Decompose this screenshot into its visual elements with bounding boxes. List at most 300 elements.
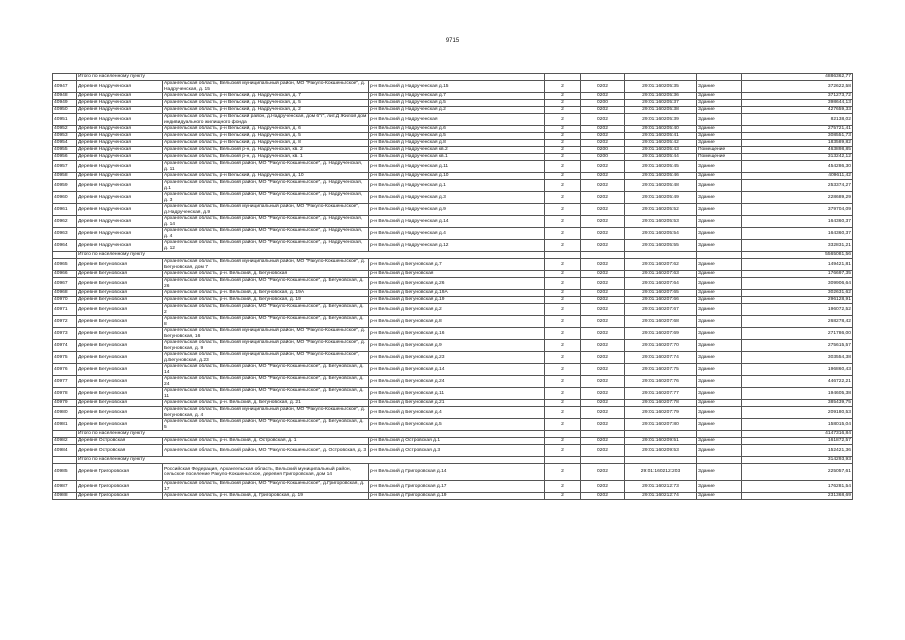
cadastral-number: 29:01:160205:44 bbox=[625, 154, 697, 161]
code-cell: 2 bbox=[545, 388, 581, 400]
cadastral-value: 275615,57 bbox=[742, 340, 853, 352]
cadastral-value: 454286,30 bbox=[742, 161, 853, 173]
category-code-cell: 0202 bbox=[581, 228, 625, 240]
category-code-cell: 0202 bbox=[581, 400, 625, 407]
code-cell: 2 bbox=[545, 216, 581, 228]
cadastral-value: 196072,52 bbox=[742, 304, 853, 316]
code-cell: 2 bbox=[545, 297, 581, 304]
table-row bbox=[53, 493, 853, 500]
cadastral-value: 303554,38 bbox=[742, 352, 853, 364]
settlement-name: Деревня Бегуновская bbox=[77, 271, 163, 278]
location-cell: р-н Вельский д Островская д.3 bbox=[369, 445, 545, 457]
location-cell: р-н Вельский д Надрученская д.10 bbox=[369, 173, 545, 180]
cadastral-value: 296128,91 bbox=[742, 297, 853, 304]
cadastral-number: 29:01:160205:39 bbox=[625, 114, 697, 126]
object-type: Здание bbox=[697, 316, 742, 328]
code-cell: 2 bbox=[545, 493, 581, 500]
subtotal-row bbox=[53, 457, 853, 464]
cadastral-value: 427659,33 bbox=[742, 107, 853, 114]
table-row bbox=[53, 93, 853, 100]
table-row bbox=[53, 352, 853, 364]
subtotal-label: Итого по населенному пункту bbox=[77, 431, 545, 438]
object-type: Здание bbox=[697, 161, 742, 173]
category-code-cell: 0202 bbox=[581, 140, 625, 147]
code-cell: 2 bbox=[545, 81, 581, 93]
subtotal-row bbox=[53, 74, 853, 81]
cadastral-value: 309906,64 bbox=[742, 278, 853, 290]
row-number: 40984 bbox=[53, 445, 77, 457]
category-code-cell: 0202 bbox=[581, 445, 625, 457]
row-blank-cell bbox=[545, 74, 581, 81]
cadastral-number: 29:01:160205:36 bbox=[625, 93, 697, 100]
settlement-name: Деревня Григоровская bbox=[77, 493, 163, 500]
code-cell: 2 bbox=[545, 445, 581, 457]
category-code-cell: 0202 bbox=[581, 278, 625, 290]
category-code-cell: 0202 bbox=[581, 93, 625, 100]
location-cell: р-н Вельский д Бегуновская д.8 bbox=[369, 316, 545, 328]
settlement-name: Деревня Бегуновская bbox=[77, 328, 163, 340]
code-cell: 2 bbox=[545, 100, 581, 107]
settlement-name: Деревня Надрученская bbox=[77, 216, 163, 228]
settlement-name: Деревня Островская bbox=[77, 438, 163, 445]
row-number: 40982 bbox=[53, 438, 77, 445]
settlement-name: Деревня Надрученская bbox=[77, 147, 163, 154]
row-number: 40964 bbox=[53, 240, 77, 252]
table-row bbox=[53, 140, 853, 147]
settlement-name: Деревня Надрученская bbox=[77, 81, 163, 93]
table-row bbox=[53, 464, 853, 481]
address-cell: Российская Федерация, Архангельская область, Вельский муниципальный район, сельское поселение Ракуло-Кокшеньгское, деревня Григоровская, дом 14 bbox=[163, 464, 369, 481]
category-code-cell: 0202 bbox=[581, 240, 625, 252]
row-number: 40957 bbox=[53, 161, 77, 173]
code-cell: 2 bbox=[545, 407, 581, 419]
cadastral-number: 29:01:160207:76 bbox=[625, 376, 697, 388]
subtotal-value: 4886362,77 bbox=[742, 74, 853, 81]
code-cell: 2 bbox=[545, 290, 581, 297]
row-number: 40950 bbox=[53, 107, 77, 114]
code-cell: 2 bbox=[545, 278, 581, 290]
cadastral-number: 29:01:160205:35 bbox=[625, 81, 697, 93]
object-type: Здание bbox=[697, 464, 742, 481]
subtotal-value: 4147316,84 bbox=[742, 431, 853, 438]
row-number: 40977 bbox=[53, 376, 77, 388]
location-cell: р-н Вельский д Бегуновская д.19А bbox=[369, 290, 545, 297]
category-code-cell: 0202 bbox=[581, 340, 625, 352]
row-number: 40961 bbox=[53, 204, 77, 216]
location-cell: р-н Вельский д Надрученская д.5 bbox=[369, 100, 545, 107]
row-blank-cell bbox=[545, 457, 581, 464]
address-cell: Архангельская область, Вельский р-н, д. Надрученская, кв. 1 bbox=[163, 154, 369, 161]
category-code-cell: 0202 bbox=[581, 216, 625, 228]
row-number: 40981 bbox=[53, 419, 77, 431]
table-row bbox=[53, 445, 853, 457]
subtotal-label: Итого по населенному пункту bbox=[77, 457, 545, 464]
object-type: Здание bbox=[697, 126, 742, 133]
address-cell: Архангельская область, Вельский район, МО "Ракуло-Кокшеньгское", д. Бегуновская, д. 26 bbox=[163, 278, 369, 290]
cadastral-number: 29:01:160207:77 bbox=[625, 388, 697, 400]
address-cell: Архангельская область, Вельский муниципальный район, МО "Ракуло-Кокшеньгское", д. Бегуновская, д. 4 bbox=[163, 407, 369, 419]
address-cell: Архангельская область, р-н Вельский, д. Надрученская, д. 7 bbox=[163, 93, 369, 100]
table-row bbox=[53, 228, 853, 240]
cadastral-number: 29:01:160207:68 bbox=[625, 316, 697, 328]
table-row bbox=[53, 240, 853, 252]
category-code-cell: 0200 bbox=[581, 147, 625, 154]
row-number: 40954 bbox=[53, 140, 77, 147]
location-cell: р-н Вельский д Бегуновская bbox=[369, 271, 545, 278]
row-number: 40987 bbox=[53, 481, 77, 493]
category-code-cell: 0202 bbox=[581, 304, 625, 316]
location-cell: р-н Вельский д Бегуновская д.2 bbox=[369, 304, 545, 316]
address-cell: Архангельская область, Вельский район, МО "Ракуло-Кокшеньгское", д. Бегуновская, д. 5 bbox=[163, 419, 369, 431]
row-number: 40949 bbox=[53, 100, 77, 107]
settlement-name: Деревня Надрученская bbox=[77, 192, 163, 204]
location-cell: р-н Вельский д Надрученская д.5 bbox=[369, 133, 545, 140]
row-blank-cell bbox=[581, 457, 625, 464]
settlement-name: Деревня Бегуновская bbox=[77, 297, 163, 304]
row-number: 40958 bbox=[53, 173, 77, 180]
address-cell: Архангельская область, Вельский район, МО "Ракуло-Кокшеньгское", д. Бегуновская, д. 24 bbox=[163, 376, 369, 388]
location-cell: р-н Вельский д Бегуновская д.26 bbox=[369, 278, 545, 290]
cadastral-number: 29:01:160207:78 bbox=[625, 400, 697, 407]
cadastral-number: 29:01:160207:63 bbox=[625, 271, 697, 278]
table-row bbox=[53, 180, 853, 192]
object-type: Здание bbox=[697, 438, 742, 445]
location-cell: р-н Вельский д Бегуновская д.19 bbox=[369, 297, 545, 304]
cadastral-number: 29:01:160205:45 bbox=[625, 161, 697, 173]
location-cell: р-н Вельский д Бегуновская д.14 bbox=[369, 364, 545, 376]
cadastral-value: 385439,75 bbox=[742, 400, 853, 407]
row-number: 40959 bbox=[53, 180, 77, 192]
table-row bbox=[53, 147, 853, 154]
cadastral-number: 29:01:160205:49 bbox=[625, 192, 697, 204]
location-cell: р-н Вельский д Бегуновская д.23 bbox=[369, 352, 545, 364]
cadastral-number: 29:01:160207:74 bbox=[625, 352, 697, 364]
cadastral-number: 29:01:160212:203 bbox=[625, 464, 697, 481]
row-blank-cell bbox=[545, 431, 581, 438]
code-cell: 2 bbox=[545, 464, 581, 481]
cadastral-value: 308551,73 bbox=[742, 133, 853, 140]
category-code-cell: 0202 bbox=[581, 192, 625, 204]
cadastral-value: 176281,54 bbox=[742, 481, 853, 493]
row-blank-cell bbox=[53, 252, 77, 259]
row-number: 40955 bbox=[53, 147, 77, 154]
row-number: 40947 bbox=[53, 81, 77, 93]
object-type: Здание bbox=[697, 445, 742, 457]
code-cell: 2 bbox=[545, 376, 581, 388]
address-cell: Архангельская область, Вельский район, МО "Ракуло-Кокшеньгское", д. Бегуновская, д. 14 bbox=[163, 364, 369, 376]
object-type: Здание bbox=[697, 107, 742, 114]
cadastral-value: 271786,00 bbox=[742, 328, 853, 340]
location-cell: р-н Вельский д Надрученская д.11 bbox=[369, 161, 545, 173]
location-cell: р-н Вельский д Надрученская д.15 bbox=[369, 81, 545, 93]
settlement-name: Деревня Бегуновская bbox=[77, 259, 163, 271]
object-type: Здание bbox=[697, 297, 742, 304]
object-type: Здание bbox=[697, 304, 742, 316]
code-cell: 2 bbox=[545, 304, 581, 316]
row-number: 40968 bbox=[53, 290, 77, 297]
settlement-name: Деревня Бегуновская bbox=[77, 290, 163, 297]
cadastral-number: 29:01:160205:55 bbox=[625, 240, 697, 252]
code-cell: 2 bbox=[545, 340, 581, 352]
object-type: Здание bbox=[697, 180, 742, 192]
settlement-name: Деревня Бегуновская bbox=[77, 352, 163, 364]
row-blank-cell bbox=[625, 74, 697, 81]
code-cell: 2 bbox=[545, 140, 581, 147]
object-type: Здание bbox=[697, 114, 742, 126]
object-type: Здание bbox=[697, 259, 742, 271]
category-code-cell: 0202 bbox=[581, 481, 625, 493]
code-cell: 2 bbox=[545, 180, 581, 192]
object-type: Здание bbox=[697, 204, 742, 216]
cadastral-number: 29:01:160207:67 bbox=[625, 304, 697, 316]
settlement-name: Деревня Надрученская bbox=[77, 140, 163, 147]
code-cell: 2 bbox=[545, 240, 581, 252]
cadastral-number: 29:01:160205:38 bbox=[625, 107, 697, 114]
address-cell: Архангельская область, р-н Вельский, д. Надрученская, д. 5 bbox=[163, 133, 369, 140]
code-cell: 2 bbox=[545, 228, 581, 240]
row-blank-cell bbox=[697, 74, 742, 81]
object-type: Здание bbox=[697, 173, 742, 180]
address-cell: Архангельская область, Вельский район, МО "Ракуло-Кокшеньгское", д. Бегуновская, д. 2 bbox=[163, 304, 369, 316]
cadastral-number: 29:01:160205:52 bbox=[625, 204, 697, 216]
address-cell: Архангельская область, р-н Вельский, д. Надрученская, д. 5 bbox=[163, 100, 369, 107]
row-number: 40971 bbox=[53, 304, 77, 316]
category-code-cell: 0202 bbox=[581, 259, 625, 271]
cadastral-value: 152421,36 bbox=[742, 445, 853, 457]
subtotal-row bbox=[53, 252, 853, 259]
category-code-cell: 0202 bbox=[581, 328, 625, 340]
row-blank-cell bbox=[53, 74, 77, 81]
row-number: 40967 bbox=[53, 278, 77, 290]
row-number: 40953 bbox=[53, 133, 77, 140]
row-number: 40988 bbox=[53, 493, 77, 500]
settlement-name: Деревня Надрученская bbox=[77, 161, 163, 173]
table-row bbox=[53, 161, 853, 173]
row-blank-cell bbox=[625, 431, 697, 438]
row-blank-cell bbox=[545, 252, 581, 259]
row-number: 40978 bbox=[53, 388, 77, 400]
cadastral-value: 372622,58 bbox=[742, 81, 853, 93]
cadastral-number: 29:01:160209:51 bbox=[625, 438, 697, 445]
row-number: 40951 bbox=[53, 114, 77, 126]
code-cell: 2 bbox=[545, 204, 581, 216]
address-cell: Архангельская область, Вельский район, МО "Ракуло-Кокшеньгское", д. Надрученская, д. 3 bbox=[163, 192, 369, 204]
table-row bbox=[53, 173, 853, 180]
object-type: Здание bbox=[697, 228, 742, 240]
cadastral-value: 231368,69 bbox=[742, 493, 853, 500]
cadastral-number: 29:01:160205:48 bbox=[625, 180, 697, 192]
object-type: Здание bbox=[697, 481, 742, 493]
table-row bbox=[53, 290, 853, 297]
cadastral-value: 164360,37 bbox=[742, 228, 853, 240]
object-type: Здание bbox=[697, 328, 742, 340]
object-type: Здание bbox=[697, 419, 742, 431]
category-code-cell: 0202 bbox=[581, 419, 625, 431]
category-code-cell: 0202 bbox=[581, 126, 625, 133]
cadastral-value: 275721,41 bbox=[742, 126, 853, 133]
category-code-cell: 0202 bbox=[581, 364, 625, 376]
cadastral-value: 225057,61 bbox=[742, 464, 853, 481]
object-type: Здание bbox=[697, 240, 742, 252]
settlement-name: Деревня Надрученская bbox=[77, 180, 163, 192]
row-blank-cell bbox=[697, 252, 742, 259]
row-number: 40979 bbox=[53, 400, 77, 407]
object-type: Здание bbox=[697, 271, 742, 278]
cadastral-value: 463898,85 bbox=[742, 147, 853, 154]
cadastral-value: 176697,35 bbox=[742, 271, 853, 278]
row-number: 40960 bbox=[53, 192, 77, 204]
cadastral-number: 29:01:160207:66 bbox=[625, 297, 697, 304]
cadastral-number: 29:01:160205:37 bbox=[625, 100, 697, 107]
code-cell: 2 bbox=[545, 364, 581, 376]
location-cell: р-н Вельский д Григоровская д.19 bbox=[369, 493, 545, 500]
address-cell: Архангельская область, Вельский район, МО "Ракуло-Кокшеньгское", д. Надрученская, д. 14 bbox=[163, 216, 369, 228]
location-cell: р-н Вельский д Надрученская кв.1 bbox=[369, 154, 545, 161]
cadastral-number: 29:01:160205:41 bbox=[625, 133, 697, 140]
category-code-cell: 0202 bbox=[581, 204, 625, 216]
settlement-name: Деревня Надрученская bbox=[77, 154, 163, 161]
category-code-cell: 0202 bbox=[581, 352, 625, 364]
location-cell: р-н Вельский д Надрученская bbox=[369, 114, 545, 126]
code-cell: 2 bbox=[545, 352, 581, 364]
location-cell: р-н Вельский д Бегуновская д.21 bbox=[369, 400, 545, 407]
subtotal-label: Итого по населенному пункту bbox=[77, 74, 545, 81]
row-blank-cell bbox=[625, 252, 697, 259]
object-type: Здание bbox=[697, 407, 742, 419]
cadastral-number: 29:01:160207:65 bbox=[625, 290, 697, 297]
address-cell: Архангельская область, р-н Вельский, д. Надрученская, д. 6 bbox=[163, 126, 369, 133]
table-row bbox=[53, 400, 853, 407]
category-code-cell: 0202 bbox=[581, 316, 625, 328]
settlement-name: Деревня Бегуновская bbox=[77, 304, 163, 316]
cadastral-value: 302631,62 bbox=[742, 290, 853, 297]
code-cell: 2 bbox=[545, 259, 581, 271]
address-cell: Архангельская область, Вельский район, МО "Ракуло-Кокшеньгское", д. Надрученская, д.1 bbox=[163, 180, 369, 192]
location-cell: р-н Вельский д Надрученская д.8 bbox=[369, 140, 545, 147]
code-cell: 2 bbox=[545, 419, 581, 431]
address-cell: Архангельская область, р-н Вельский район, д.Надрученская, дом 6"г", лит.Д Жилой дом индивидуального жилищного фонда bbox=[163, 114, 369, 126]
settlement-name: Деревня Бегуновская bbox=[77, 340, 163, 352]
cadastral-value: 82138,02 bbox=[742, 114, 853, 126]
address-cell: Архангельская область, р-н Вельский, д. Надрученская, д. 2 bbox=[163, 107, 369, 114]
code-cell: 2 bbox=[545, 93, 581, 100]
subtotal-label: Итого по населенному пункту bbox=[77, 252, 545, 259]
row-number: 40963 bbox=[53, 228, 77, 240]
object-type: Здание bbox=[697, 81, 742, 93]
row-blank-cell bbox=[581, 252, 625, 259]
row-number: 40980 bbox=[53, 407, 77, 419]
address-cell: Архангельская область, р-н. Вельский, д. Бегуновская, д. 19А bbox=[163, 290, 369, 297]
location-cell: р-н Вельский д Бегуновская д.24 bbox=[369, 376, 545, 388]
category-code-cell: 0202 bbox=[581, 297, 625, 304]
code-cell: 2 bbox=[545, 438, 581, 445]
cadastral-value: 149421,81 bbox=[742, 259, 853, 271]
table-row bbox=[53, 154, 853, 161]
cadastral-value: 371273,72 bbox=[742, 93, 853, 100]
location-cell: р-н Вельский д Надрученская д.1 bbox=[369, 180, 545, 192]
category-code-cell: 0202 bbox=[581, 180, 625, 192]
cadastral-value: 158015,04 bbox=[742, 419, 853, 431]
table-row bbox=[53, 297, 853, 304]
row-blank-cell bbox=[697, 431, 742, 438]
category-code-cell: 0202 bbox=[581, 388, 625, 400]
cadastral-number: 29:01:160207:79 bbox=[625, 407, 697, 419]
object-type: Здание bbox=[697, 352, 742, 364]
cadastral-value: 194605,38 bbox=[742, 388, 853, 400]
table-row bbox=[53, 316, 853, 328]
category-code-cell: 0202 bbox=[581, 114, 625, 126]
table-row bbox=[53, 107, 853, 114]
table-row bbox=[53, 100, 853, 107]
cadastral-value: 164360,37 bbox=[742, 216, 853, 228]
code-cell: 2 bbox=[545, 316, 581, 328]
cadastral-number: 29:01:160205:54 bbox=[625, 228, 697, 240]
settlement-name: Деревня Григоровская bbox=[77, 481, 163, 493]
location-cell: р-н Вельский д Бегуновская д.7 bbox=[369, 259, 545, 271]
code-cell: 2 bbox=[545, 154, 581, 161]
code-cell: 2 bbox=[545, 114, 581, 126]
cadastral-value: 332831,21 bbox=[742, 240, 853, 252]
cadastral-value: 398644,13 bbox=[742, 100, 853, 107]
settlement-name: Деревня Бегуновская bbox=[77, 376, 163, 388]
table-row bbox=[53, 133, 853, 140]
settlement-name: Деревня Надрученская bbox=[77, 133, 163, 140]
settlement-name: Деревня Надрученская bbox=[77, 173, 163, 180]
cadastral-value: 313242,12 bbox=[742, 154, 853, 161]
property-table bbox=[52, 73, 853, 500]
object-type: Здание bbox=[697, 290, 742, 297]
row-blank-cell bbox=[53, 457, 77, 464]
row-number: 40952 bbox=[53, 126, 77, 133]
code-cell: 2 bbox=[545, 481, 581, 493]
table-row bbox=[53, 328, 853, 340]
category-code-cell: 0202 bbox=[581, 376, 625, 388]
table-row bbox=[53, 259, 853, 271]
row-number: 40970 bbox=[53, 297, 77, 304]
object-type: Здание bbox=[697, 192, 742, 204]
object-type: Здание bbox=[697, 340, 742, 352]
location-cell: р-н Вельский д Бегуновская д.16 bbox=[369, 328, 545, 340]
category-code-cell: 0202 bbox=[581, 290, 625, 297]
row-blank-cell bbox=[53, 431, 77, 438]
address-cell: Архангельская область, Вельский р-н, д. Надрученская, кв. 2 bbox=[163, 147, 369, 154]
category-code-cell: 0202 bbox=[581, 271, 625, 278]
cadastral-number: 29:01:160207:70 bbox=[625, 340, 697, 352]
object-type: Здание bbox=[697, 493, 742, 500]
code-cell: 2 bbox=[545, 271, 581, 278]
cadastral-number: 29:01:160205:53 bbox=[625, 216, 697, 228]
settlement-name: Деревня Бегуновская bbox=[77, 400, 163, 407]
page-number: 9715 bbox=[445, 38, 460, 44]
address-cell: Архангельская область, Вельский муниципальный район, МО "Ракуло-Кокшеньгское", д. Надрученская, д. 15 bbox=[163, 81, 369, 93]
table-row bbox=[53, 81, 853, 93]
settlement-name: Деревня Бегуновская bbox=[77, 364, 163, 376]
cadastral-number: 29:01:160207:75 bbox=[625, 364, 697, 376]
object-type: Здание bbox=[697, 100, 742, 107]
code-cell: 2 bbox=[545, 126, 581, 133]
category-code-cell: 0202 bbox=[581, 107, 625, 114]
settlement-name: Деревня Надрученская bbox=[77, 114, 163, 126]
table-row bbox=[53, 278, 853, 290]
location-cell: р-н Вельский д Надрученская д.4 bbox=[369, 228, 545, 240]
category-code-cell: 0202 bbox=[581, 161, 625, 173]
cadastral-number: 29:01:160212:73 bbox=[625, 481, 697, 493]
location-cell: р-н Вельский д Надрученская д.9 bbox=[369, 204, 545, 216]
cadastral-number: 29:01:160205:40 bbox=[625, 126, 697, 133]
settlement-name: Деревня Бегуновская bbox=[77, 388, 163, 400]
address-cell: Архангельская область, Вельский муниципальный район, МО "Ракуло-Кокшеньгское", д. Бегуновская, 16 bbox=[163, 328, 369, 340]
address-cell: Архангельская область, Вельский муниципальный район, МО "Ракуло-Кокшеньгское", д.Надрученская, д.9 bbox=[163, 204, 369, 216]
